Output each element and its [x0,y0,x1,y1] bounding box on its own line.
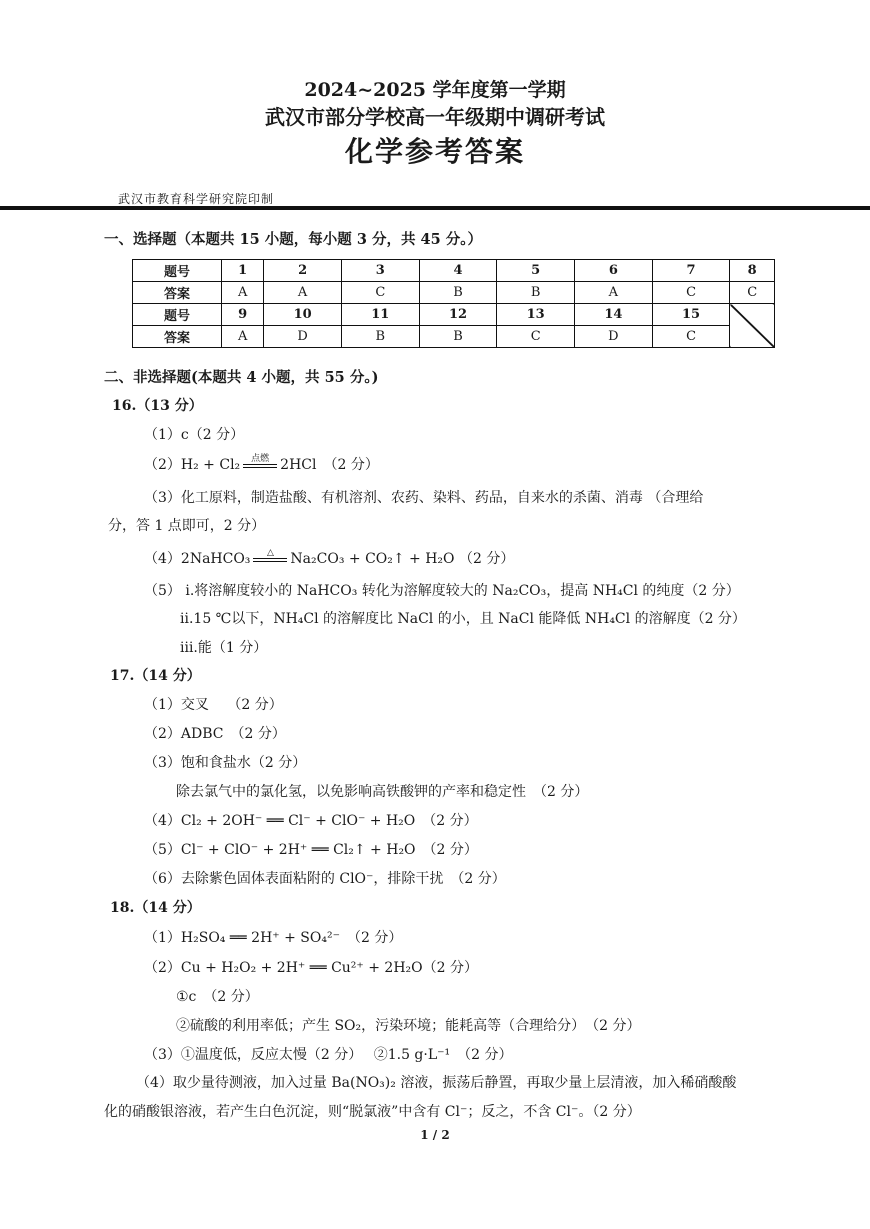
q16-part1: （1）c（2 分） [144,427,245,443]
table-cell: A [222,326,264,348]
table-cell: A [575,282,653,304]
q16-part5-iii: ⅲ.能（1 分） [180,640,268,656]
q16-part2 [144,455,379,475]
q17-part4: （4）Cl₂ + 2OH⁻ ══ Cl⁻ + ClO⁻ + H₂O （2 分） [144,813,478,829]
table-cell: B [419,282,497,304]
table-cell: 14 [575,304,653,326]
q18-part3: （3）①温度低，反应太慢（2 分） ②1.5 g·L⁻¹ （2 分） [144,1047,513,1063]
q18-part2-b: ②硫酸的利用率低；产生 SO₂，污染环境；能耗高等（合理给分） （2 分） [176,1018,641,1034]
table-row [133,282,775,304]
table-cell: 8 [730,260,775,282]
q17-part2: （2）ADBC （2 分） [144,726,286,742]
section2-title: 二、非选择题(本题共 4 小题，共 55 分。) [104,369,379,386]
q18-part2: （2）Cu + H₂O₂ + 2H⁺ ══ Cu²⁺ + 2H₂O（2 分） [144,960,478,976]
table-cell: C [497,326,575,348]
table-cell: C [730,282,775,304]
q17-part1: （1）交叉 （2 分） [144,697,283,713]
reaction-condition: 点燃 [251,454,270,464]
table-cell: C [652,282,730,304]
reaction-arrow [253,548,287,566]
table-row [133,260,775,282]
table-cell: 2 [264,260,342,282]
table-cell: A [222,282,264,304]
table-row [133,304,775,326]
reaction-condition: △ [266,548,274,558]
q16-part4 [144,549,514,569]
table-cell: 3 [341,260,419,282]
q16-heading: 16.（13 分） [112,398,203,414]
section1-title: 一、选择题（本题共 15 小题，每小题 3 分，共 45 分。） [104,231,482,248]
q16-part4-products: Na₂CO₃ + CO₂↑ + H₂O （2 分） [290,551,515,567]
row-label: 答案 [133,282,222,304]
row-label: 题号 [133,260,222,282]
table-cell: 10 [264,304,342,326]
table-row [133,326,775,348]
q18-part2-a: ①c （2 分） [176,989,259,1005]
table-cell: D [575,326,653,348]
row-label: 答案 [133,326,222,348]
table-cell: 15 [652,304,730,326]
printer-credit: 武汉市教育科学研究院印制 [118,192,275,206]
table-cell: A [264,282,342,304]
document-header [0,78,870,170]
q17-part3-note: 除去氯气中的氯化氢，以免影响高铁酸钾的产率和稳定性 （2 分） [176,784,589,800]
q16-part3-line1: （3）化工原料，制造盐酸、有机溶剂、农药、染料、药品，自来水的杀菌、消毒 （合理给 [144,490,704,506]
table-cell: B [341,326,419,348]
table-cell: 13 [497,304,575,326]
q18-part4-line1: （4）取少量待测液，加入过量 Ba(NO₃)₂ 溶液，振荡后静置，再取少量上层清液，加入稀硝酸酸 [136,1075,737,1091]
q16-part2-products: 2HCl （2 分） [280,457,379,473]
table-cell: 12 [419,304,497,326]
table-cell: B [497,282,575,304]
table-cell: 11 [341,304,419,326]
page-number: 1 / 2 [420,1128,450,1142]
q16-part3-line2: 分，答 1 点即可，2 分） [108,518,266,534]
table-cell: C [652,326,730,348]
q18-heading: 18.（14 分） [110,900,201,916]
table-cell: C [341,282,419,304]
q16-part4-reactants: （4）2NaHCO₃ [144,551,251,567]
q17-part6: （6）去除紫色固体表面粘附的 ClO⁻，排除干扰 （2 分） [144,871,506,887]
year-term-title: 2024~2025 学年度第一学期 [304,79,566,101]
q16-part5-i: （5） ⅰ.将溶解度较小的 NaHCO₃ 转化为溶解度较大的 Na₂CO₃，提高 NH₄Cl 的纯度（2 分） [144,583,740,599]
table-cell: 5 [497,260,575,282]
table-cell: 9 [222,304,264,326]
table-cell: 4 [419,260,497,282]
table-cell: D [264,326,342,348]
q17-part5: （5）Cl⁻ + ClO⁻ + 2H⁺ ══ Cl₂↑ + H₂O （2 分） [144,842,478,858]
q16-part2-reactants: （2）H₂ + Cl₂ [144,457,241,473]
table-cell: B [419,326,497,348]
q16-part5-ii: ⅱ.15 ℃以下，NH₄Cl 的溶解度比 NaCl 的小，且 NaCl 能降低 NH₄Cl 的溶解度（2 分） [180,611,746,627]
table-cell: 7 [652,260,730,282]
answer-table [132,259,775,348]
table-cell: 1 [222,260,264,282]
q17-heading: 17.（14 分） [110,668,201,684]
exam-title: 武汉市部分学校高一年级期中调研考试 [265,105,605,129]
table-cell: 6 [575,260,653,282]
subject-title: 化学参考答案 [344,135,525,168]
q18-part1: （1）H₂SO₄ ══ 2H⁺ + SO₄²⁻ （2 分） [144,930,403,946]
q18-part4-line2: 化的硝酸银溶液，若产生白色沉淀，则“脱氯液”中含有 Cl⁻；反之，不含 Cl⁻。（2 分） [104,1104,641,1120]
header-divider [0,206,870,210]
empty-slash-cell [730,304,775,348]
reaction-arrow [243,454,277,472]
row-label: 题号 [133,304,222,326]
q17-part3: （3）饱和食盐水（2 分） [144,755,307,771]
